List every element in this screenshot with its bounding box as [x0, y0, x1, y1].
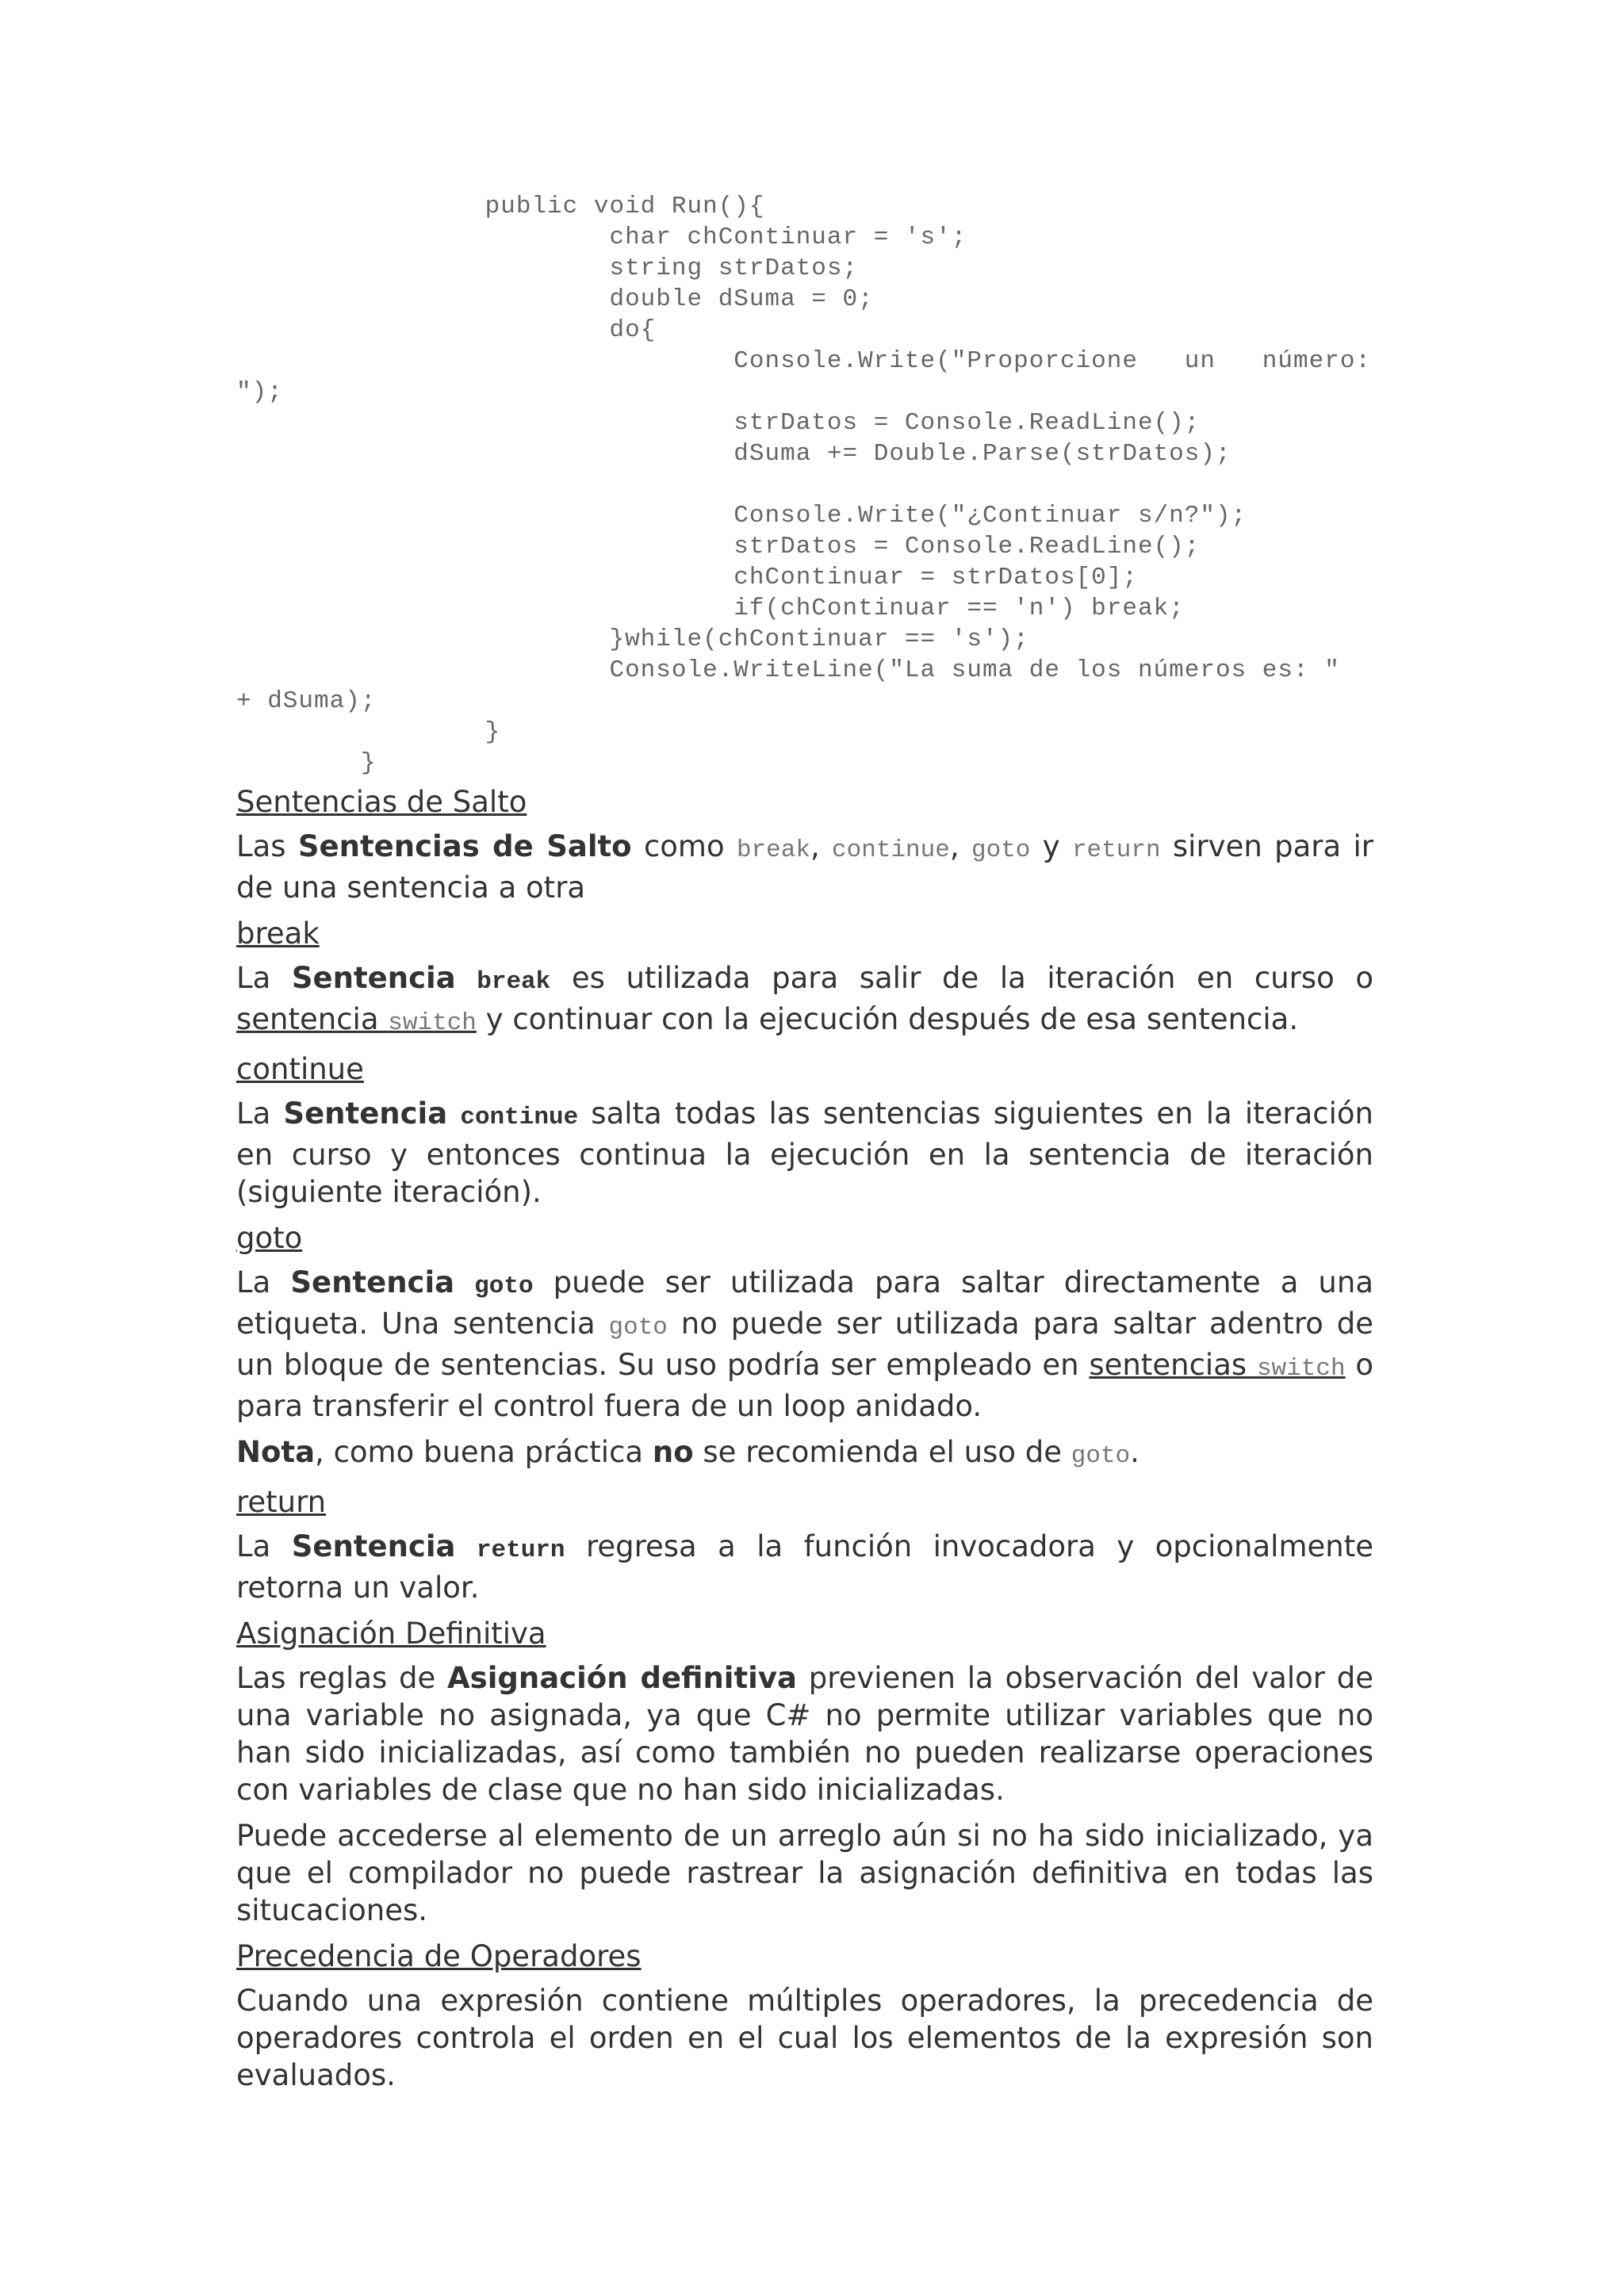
paragraph-asignacion-2: Puede accederse al elemento de un arreglo aún si no ha sido inicializado, ya que el compilador no puede rastrear la asignación definitiva en todas las situcaciones. [236, 1819, 1373, 1927]
paragraph-precedencia: Cuando una expresión contiene múltiples operadores, la precedencia de operadores controla el orden en el cual los elementos de la expresión son evaluados. [236, 1984, 1373, 2092]
code-line: chContinuar = strDatos[0]; [236, 564, 1138, 591]
paragraph-break: La Sentencia break es utilizada para salir de la iteración en curso o sentencia switch y continuar con la ejecución después de esa sentencia. [236, 961, 1373, 1037]
paragraph-sentencias-de-salto: Las Sentencias de Salto como break, continue, goto y return sirven para ir de una sentencia a otra [236, 829, 1373, 905]
code-line: Console.Write("Proporcione un número: [236, 347, 1372, 375]
code-line: string strDatos; [236, 254, 859, 282]
paragraph-asignacion-1: Las reglas de Asignación definitiva previenen la observación del valor de una variable no asignada, ya que C# no permite utilizar variables que no han sido inicializadas, así como también no pueden realizarse operaciones con variables de clase que no han sido inicializadas. [236, 1661, 1373, 1807]
code-line: } [236, 749, 377, 777]
paragraph-nota: Nota, como buena práctica no se recomienda el uso de goto. [236, 1435, 1139, 1470]
code-line: + dSuma); [236, 687, 377, 715]
keyword-break: break [736, 836, 810, 864]
code-line: strDatos = Console.ReadLine(); [236, 409, 1201, 437]
heading-goto: goto [236, 1221, 303, 1255]
code-line: } [236, 718, 501, 746]
code-line: dSuma += Double.Parse(strDatos); [236, 440, 1231, 468]
code-block [236, 191, 1410, 779]
paragraph-goto: La Sentencia goto puede ser utilizada para saltar directamente a una etiqueta. Una sentencia goto no puede ser utilizada para saltar adentro de un bloque de sentencias. Su uso podría ser empleado en sentencias switch o para transferir el control fuera de un loop anidado. [236, 1265, 1374, 1423]
code-line: char chContinuar = 's'; [236, 224, 967, 251]
code-line: "); [236, 378, 283, 406]
link-sentencias-switch[interactable]: sentencias switch [1089, 1348, 1346, 1383]
keyword-return: return [1071, 836, 1161, 864]
code-line: if(chContinuar == 'n') break; [236, 595, 1185, 622]
code-line: }while(chContinuar == 's'); [236, 626, 1029, 653]
heading-break: break [236, 916, 320, 951]
paragraph-return: La Sentencia return regresa a la función invocadora y opcionalmente retorna un valor. [236, 1529, 1373, 1605]
link-sentencia-switch[interactable]: sentencia switch [236, 1002, 477, 1037]
code-line: strDatos = Console.ReadLine(); [236, 533, 1201, 561]
code-line: do{ [236, 316, 657, 344]
code-line: Console.Write("¿Continuar s/n?"); [236, 502, 1247, 530]
heading-sentencias-de-salto: Sentencias de Salto [236, 785, 527, 819]
code-line: double dSuma = 0; [236, 285, 874, 313]
heading-continue: continue [236, 1052, 364, 1086]
paragraph-continue: La Sentencia continue salta todas las sentencias siguientes en la iteración en curso y entonces continua la ejecución en la sentencia de iteración (siguiente iteración). [236, 1096, 1373, 1209]
heading-precedencia-de-operadores: Precedencia de Operadores [236, 1939, 642, 1973]
heading-asignacion-definitiva: Asignación Definitiva [236, 1617, 546, 1651]
code-line: public void Run(){ [236, 193, 765, 220]
keyword-goto: goto [971, 836, 1031, 864]
document-body [236, 783, 1373, 2103]
code-line [236, 469, 1410, 500]
keyword-continue: continue [832, 836, 950, 864]
heading-return: return [236, 1485, 327, 1519]
code-line: Console.WriteLine("La suma de los números es: " [236, 656, 1340, 684]
